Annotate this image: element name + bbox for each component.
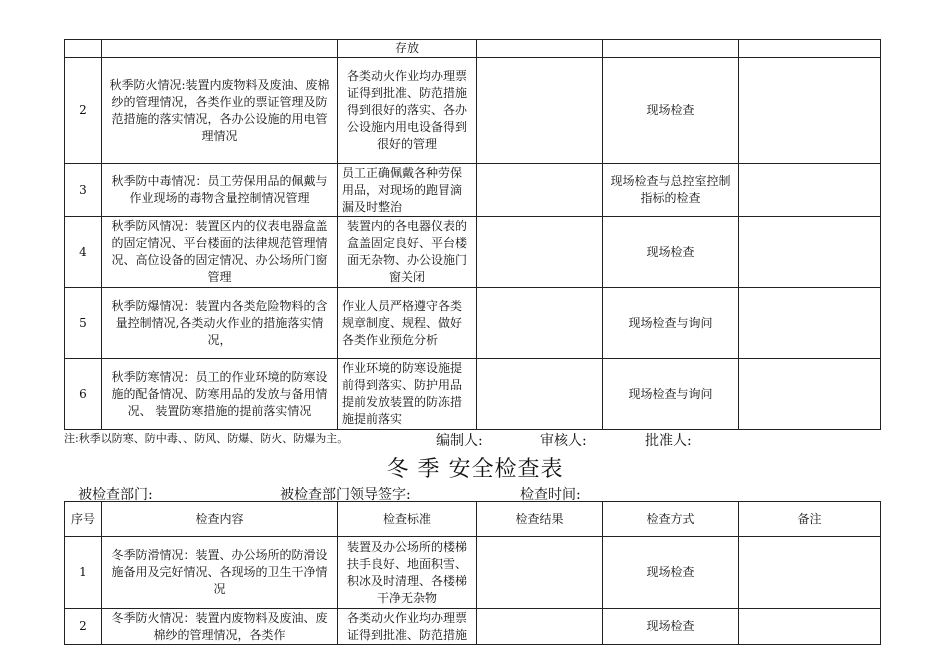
remark	[739, 609, 881, 645]
inspection-standard: 装置及办公场所的楼梯扶手良好、地面积雪、积冰及时清理、各楼梯干净无杂物	[338, 537, 477, 609]
table-header-row	[65, 502, 881, 537]
inspection-content: 秋季防爆情况：装置内各类危险物料的含量控制情况,各类动火作业的措施落实情况，	[102, 288, 338, 359]
header-no: 序号	[65, 502, 102, 537]
table-row	[65, 164, 881, 217]
inspection-content: 秋季防风情况：装置区内的仪表电器盒盖的固定情况、平台楼面的法律规范管理情况、高位设备的固定情况、办公场所门窗管理	[102, 217, 338, 288]
inspection-content: 冬季防滑情况：装置、办公场所的防滑设施备用及完好情况、各现场的卫生干净情况	[102, 537, 338, 609]
inspection-method: 现场检查	[603, 58, 739, 164]
autumn-inspection-table	[64, 39, 881, 430]
inspection-content: 秋季防中毒情况：员工劳保用品的佩戴与作业现场的毒物含量控制情况管理	[102, 164, 338, 217]
row-number: 2	[65, 58, 102, 164]
inspection-result	[477, 58, 603, 164]
table-row	[65, 217, 881, 288]
header-standard: 检查标准	[338, 502, 477, 537]
inspection-result	[477, 609, 603, 645]
header-method: 检查方式	[603, 502, 739, 537]
inspection-method: 现场检查	[603, 537, 739, 609]
standard-fragment: 存放	[338, 40, 477, 58]
inspection-result	[477, 537, 603, 609]
row-number: 4	[65, 217, 102, 288]
inspection-method: 现场检查与询问	[603, 359, 739, 430]
inspected-dept-label: 被检查部门:	[78, 487, 153, 503]
inspection-result	[477, 359, 603, 430]
inspection-standard: 各类动火作业均办理票证得到批准、防范措施得到很好的落实、各办公设施内用电设备得到很好的管理	[338, 58, 477, 164]
table-row	[65, 40, 881, 58]
inspection-method: 现场检查	[603, 217, 739, 288]
inspection-standard: 各类动火作业均办理票证得到批准、防范措施	[338, 609, 477, 645]
table-row	[65, 609, 881, 645]
row-number: 1	[65, 537, 102, 609]
winter-title: 冬 季 安全检查表	[386, 457, 564, 482]
header-content: 检查内容	[102, 502, 338, 537]
remark	[739, 288, 881, 359]
inspection-result	[477, 288, 603, 359]
inspection-method: 现场检查	[603, 609, 739, 645]
reviewer-label: 审核人:	[540, 433, 587, 449]
row-number: 6	[65, 359, 102, 430]
dept-leader-signature-label: 被检查部门领导签字:	[280, 487, 411, 503]
inspection-standard: 员工正确佩戴各种劳保用品，对现场的跑冒滴漏及时整治	[338, 164, 477, 217]
remark	[739, 217, 881, 288]
approver-label: 批准人:	[645, 433, 692, 449]
compiler-label: 编制人:	[436, 433, 483, 449]
inspection-standard: 装置内的各电器仪表的盒盖固定良好、平台楼面无杂物、办公设施门窗关闭	[338, 217, 477, 288]
header-result: 检查结果	[477, 502, 603, 537]
winter-inspection-table	[64, 501, 881, 645]
remark	[739, 359, 881, 430]
row-number: 2	[65, 609, 102, 645]
inspection-time-label: 检查时间:	[520, 487, 581, 503]
remark	[739, 58, 881, 164]
table-row	[65, 359, 881, 430]
row-number: 3	[65, 164, 102, 217]
inspection-method: 现场检查与询问	[603, 288, 739, 359]
table-row	[65, 58, 881, 164]
remark	[739, 537, 881, 609]
header-remark: 备注	[739, 502, 881, 537]
footnote: 注:秋季以防寒、防中毒、、防风、防爆、防火、防爆为主。	[64, 432, 349, 445]
table-row	[65, 288, 881, 359]
table-row	[65, 537, 881, 609]
inspection-standard: 作业人员严格遵守各类规章制度、规程、做好各类作业预危分析	[338, 288, 477, 359]
inspection-result	[477, 164, 603, 217]
remark	[739, 164, 881, 217]
inspection-content: 冬季防火情况：装置内废物料及废油、废棉纱的管理情况，各类作	[102, 609, 338, 645]
inspection-standard: 作业环境的防寒设施提前得到落实、防护用品提前发放装置的防冻措施提前落实	[338, 359, 477, 430]
inspection-method: 现场检查与总控室控制指标的检查	[603, 164, 739, 217]
inspection-result	[477, 217, 603, 288]
inspection-content: 秋季防火情况:装置内废物料及废油、废棉纱的管理情况，各类作业的票证管理及防范措施的落实情况，各办公设施的用电管理情况	[102, 58, 338, 164]
row-number: 5	[65, 288, 102, 359]
inspection-content: 秋季防寒情况：员工的作业环境的防寒设施的配备情况、防寒用品的发放与备用情况、 装置防寒措施的提前落实情况	[102, 359, 338, 430]
